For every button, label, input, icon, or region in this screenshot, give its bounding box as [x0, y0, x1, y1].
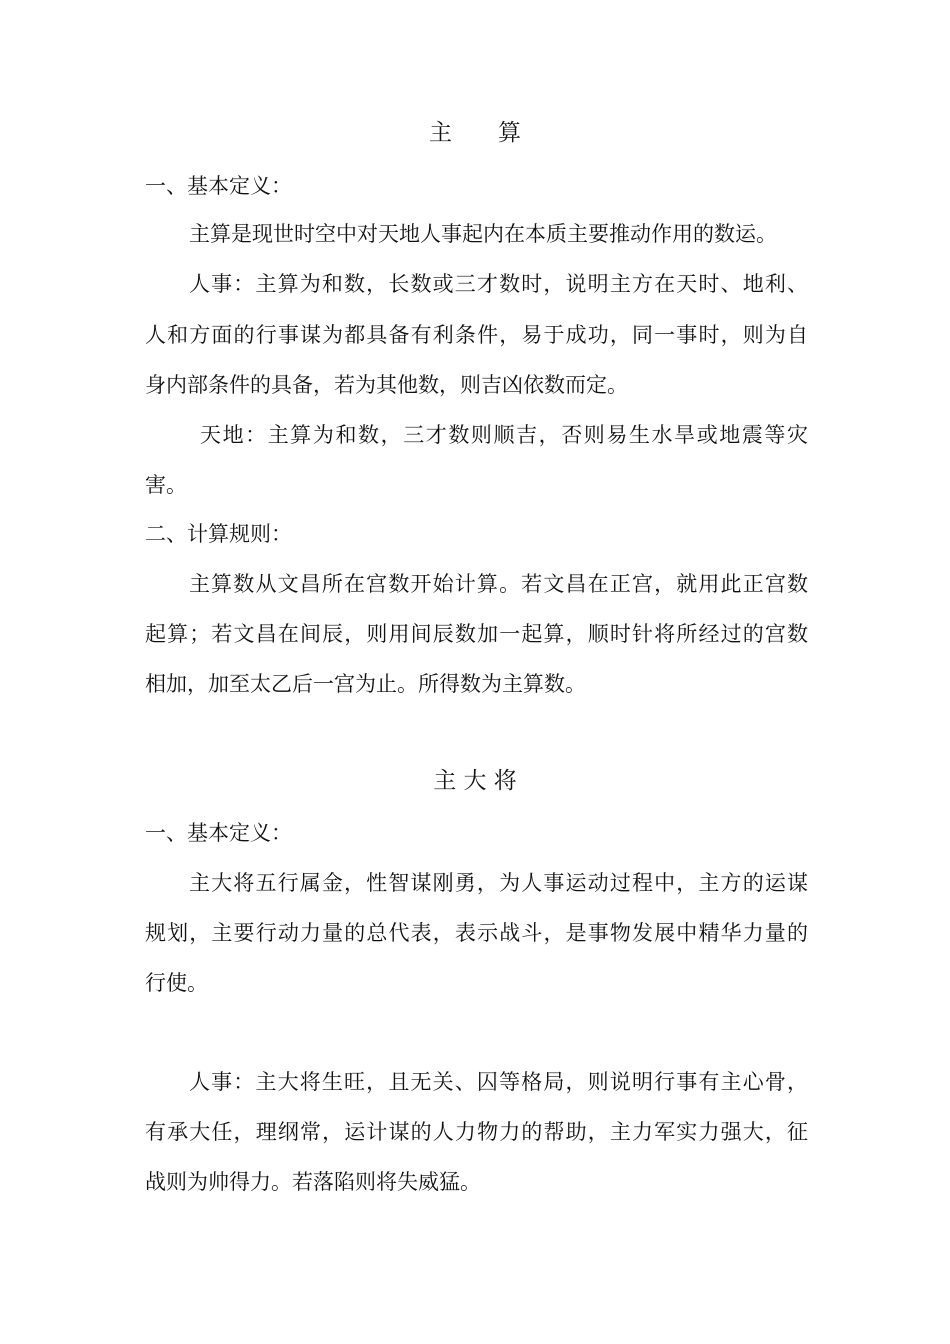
renshi-paragraph-line: 人和方面的行事谋为都具备有利条件，易于成功，同一事时，则为自 — [145, 323, 808, 347]
renshi-paragraph-line: 战则为帅得力。若落陷则将失威猛。 — [145, 1170, 481, 1194]
definition-paragraph: 主算是现世时空中对天地人事起内在本质主要推动作用的数运。 — [189, 222, 777, 246]
renshi-paragraph-line: 人事：主算为和数，长数或三才数时，说明主方在天时、地利、 — [189, 272, 808, 296]
heading-basic-definition: 一、基本定义： — [145, 174, 292, 198]
tiandi-paragraph-line: 害。 — [145, 473, 187, 497]
definition-paragraph-line: 主大将五行属金，性智谋刚勇，为人事运动过程中，主方的运谋 — [189, 871, 808, 895]
section-title-zhudajiang: 主 大 将 — [433, 768, 517, 794]
rule-paragraph-line: 主算数从文昌所在宫数开始计算。若文昌在正宫，就用此正宫数 — [189, 572, 808, 596]
tiandi-paragraph-line: 天地：主算为和数，三才数则顺吉，否则易生水旱或地震等灾 — [200, 423, 808, 447]
renshi-paragraph-line: 身内部条件的具备，若为其他数，则吉凶依数而定。 — [145, 373, 628, 397]
renshi-paragraph-line: 人事：主大将生旺，且无关、囚等格局，则说明行事有主心骨， — [189, 1070, 808, 1094]
rule-paragraph-line: 起算；若文昌在间辰，则用间辰数加一起算，顺时针将所经过的宫数 — [145, 622, 808, 646]
definition-paragraph-line: 行使。 — [145, 971, 208, 995]
heading-basic-definition: 一、基本定义： — [145, 821, 292, 845]
definition-paragraph-line: 规划，主要行动力量的总代表，表示战斗，是事物发展中精华力量的 — [145, 921, 808, 945]
section-title-zhusuan: 主 算 — [429, 120, 521, 146]
rule-paragraph-line: 相加，加至太乙后一宫为止。所得数为主算数。 — [145, 672, 586, 696]
heading-calculation-rules: 二、计算规则： — [145, 522, 292, 546]
renshi-paragraph-line: 有承大任，理纲常，运计谋的人力物力的帮助，主力军实力强大，征 — [145, 1120, 808, 1144]
